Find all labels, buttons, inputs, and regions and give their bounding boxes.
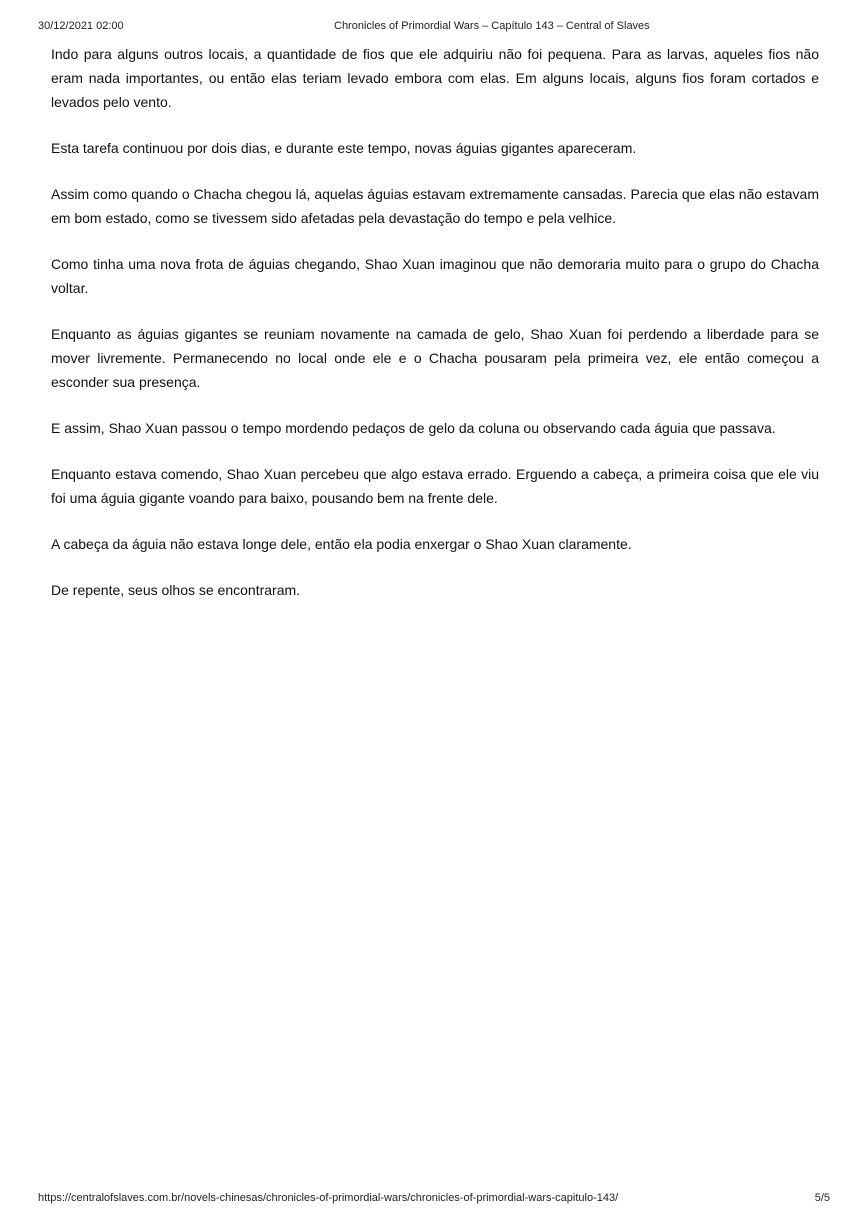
source-url: https://centralofslaves.com.br/novels-chinesas/chronicles-of-primordial-wars/chronicles-of-primordial-wars-capitulo-143/: [38, 1192, 619, 1204]
paragraph: Assim como quando o Chacha chegou lá, aquelas águias estavam extremamente cansadas. Parecia que elas não estavam em bom estado, como se tivessem sido afetadas pela devastação do tempo e pela velhice.: [51, 186, 819, 226]
page-number: 5/5: [814, 1192, 830, 1204]
paragraph: De repente, seus olhos se encontraram.: [51, 582, 301, 598]
paragraph: A cabeça da águia não estava longe dele, então ela podia enxergar o Shao Xuan claramente.: [51, 536, 632, 552]
paragraph: Enquanto estava comendo, Shao Xuan percebeu que algo estava errado. Erguendo a cabeça, a primeira coisa que ele viu foi uma águia gigante voando para baixo, pousando bem na frente dele.: [51, 466, 819, 506]
paragraph: E assim, Shao Xuan passou o tempo mordendo pedaços de gelo da coluna ou observando cada águia que passava.: [51, 420, 776, 436]
paragraph: Como tinha uma nova frota de águias chegando, Shao Xuan imaginou que não demoraria muito para o grupo do Chacha voltar.: [51, 256, 819, 296]
paragraph: Enquanto as águias gigantes se reuniam novamente na camada de gelo, Shao Xuan foi perdendo a liberdade para se mover livremente. Permanecendo no local onde ele e o Chacha pousaram pela primeira vez, ele então começou a esconder sua presença.: [51, 326, 819, 390]
page-title: Chronicles of Primordial Wars – Capítulo 143 – Central of Slaves: [334, 20, 650, 32]
paragraph: Indo para alguns outros locais, a quantidade de fios que ele adquiriu não foi pequena. Para as larvas, aqueles fios não eram nada importantes, ou então elas teriam levado embora com elas. Em alguns locais, alguns fios foram cortados e levados pelo vento.: [51, 46, 819, 110]
chapter-body: [51, 42, 819, 624]
paragraph: Esta tarefa continuou por dois dias, e durante este tempo, novas águias gigantes apareceram.: [51, 140, 637, 156]
print-datetime: 30/12/2021 02:00: [38, 20, 124, 32]
